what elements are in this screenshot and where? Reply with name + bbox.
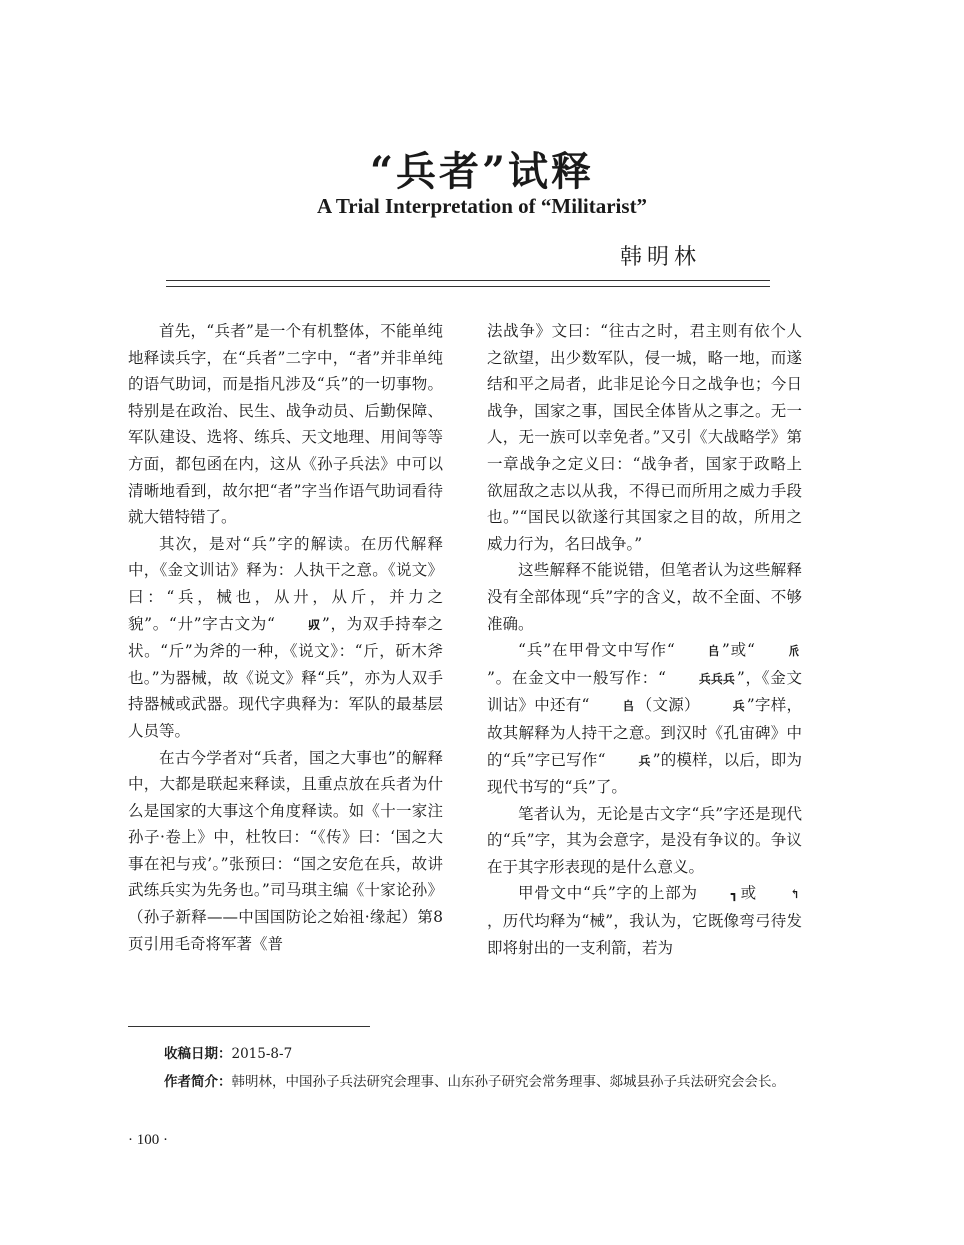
bronze-inscription-glyph: 兵兵兵 xyxy=(698,671,735,686)
header-rule-top xyxy=(166,280,770,281)
article-subtitle: A Trial Interpretation of “Militarist” xyxy=(316,194,648,218)
paragraph: 甲骨文中“兵”字的上部为 ┓ 或 ↰，历代均释为“械”，我认为，它既像弯弓待发即将射出的一支利箭，若为 xyxy=(487,880,802,961)
author-bio-note: 作者简介：韩明林，中国孙子兵法研究会理事、山东孙子研究会常务理事、郯城县孙子兵法研究会会长。 xyxy=(164,1074,785,1090)
glyph-component: ┓ xyxy=(730,887,738,902)
glyph-component: ↰ xyxy=(789,887,800,902)
page-number: · 100 · xyxy=(128,1132,168,1148)
ancient-glyph: 𠬞 xyxy=(307,617,320,632)
paragraph: 这些解释不能说错，但笔者认为这些解释没有全部体现“兵”字的含义，故不全面、不够准确。 xyxy=(487,561,802,633)
bronze-inscription-glyph: 𠂤 xyxy=(622,699,635,714)
footnote-rule xyxy=(128,1026,370,1027)
right-column xyxy=(487,318,802,961)
author-name: 韩明林 xyxy=(620,245,702,270)
paragraph: 法战争》文曰：“往古之时，君主则有依个人之欲望，出少数军队，侵一城，略一地，而遂结和平之局者，此非足论今日之战争也；今日战争，国家之事，国民全体皆从之事之。无一人，无一族可以幸免者。”又引《大战略学》第一章战争之定义曰：“战争者，国家于政略上欲屈敌之志以从我，不得已而所用之威力手段也。”“国民以欲遂行其国家之目的故，所用之威力行为，名曰战争。” xyxy=(487,322,802,553)
paragraph: 笔者认为，无论是古文字“兵”字还是现代的“兵”字，其为会意字，是没有争议的。争议在于其字形表现的是什么意义。 xyxy=(487,804,802,876)
article-title: “兵者”试释 xyxy=(369,148,594,195)
left-column xyxy=(128,318,443,957)
paragraph: “兵”在甲骨文中写作“ 𠂤 ”或“ 𠂢”。在金文中一般写作：“ 兵兵兵 ”，《金文训诂》中还有“ 𠂤 （文源） 兵 ”字样，故其解释为人持干之意。到汉时《孔宙碑》中的“兵”字已写作“ 兵 ”的模样，以后，即为现代书写的“兵”了。 xyxy=(487,637,802,801)
oracle-bone-glyph: 𠂢 xyxy=(787,644,800,659)
paragraph: 在古今学者对“兵者，国之大事也”的解释中，大都是联起来释读，且重点放在兵者为什么是国家的大事这个角度释读。如《十一家注孙子·卷上》中，杜牧曰：“《传》曰：‘国之大事在祀与戎’。”张预曰：“国之安危在兵，故讲武练兵实为先务也。”司马琪主编《十家论孙》（孙子新释——中国国防论之始祖·缘起）第8页引用毛奇将军著《普 xyxy=(128,748,443,953)
stele-glyph: 兵 xyxy=(638,753,651,768)
paragraph: 其次，是对“兵”字的解读。在历代解释中，《金文训诂》释为：人执干之意。《说文》曰：“兵，械也，从廾，从斤，并力之貌”。“廾”字古文为“ 𠬞 ”，为双手持奉之状。“斤”为斧的一种，《说文》：“斤，斫木斧也。”为器械，故《说文》释“兵”，亦为人双手持器械或武器。现代字典释为：军队的最基层人员等。 xyxy=(128,534,443,740)
paragraph: 首先，“兵者”是一个有机整体，不能单纯地释读兵字，在“兵者”二字中，“者”并非单纯的语气助词，而是指凡涉及“兵”的一切事物。特别是在政治、民生、战争动员、后勤保障、军队建设、选将、练兵、天文地理、用间等等方面，都包函在内，这从《孙子兵法》中可以清晰地看到，故尔把“者”字当作语气助词看待就大错特错了。 xyxy=(128,322,443,527)
received-date-note: 收稿日期：2015-8-7 xyxy=(164,1046,293,1062)
bronze-inscription-glyph: 兵 xyxy=(732,699,745,714)
header-rule-bottom xyxy=(166,286,770,287)
oracle-bone-glyph: 𠂤 xyxy=(707,644,720,659)
